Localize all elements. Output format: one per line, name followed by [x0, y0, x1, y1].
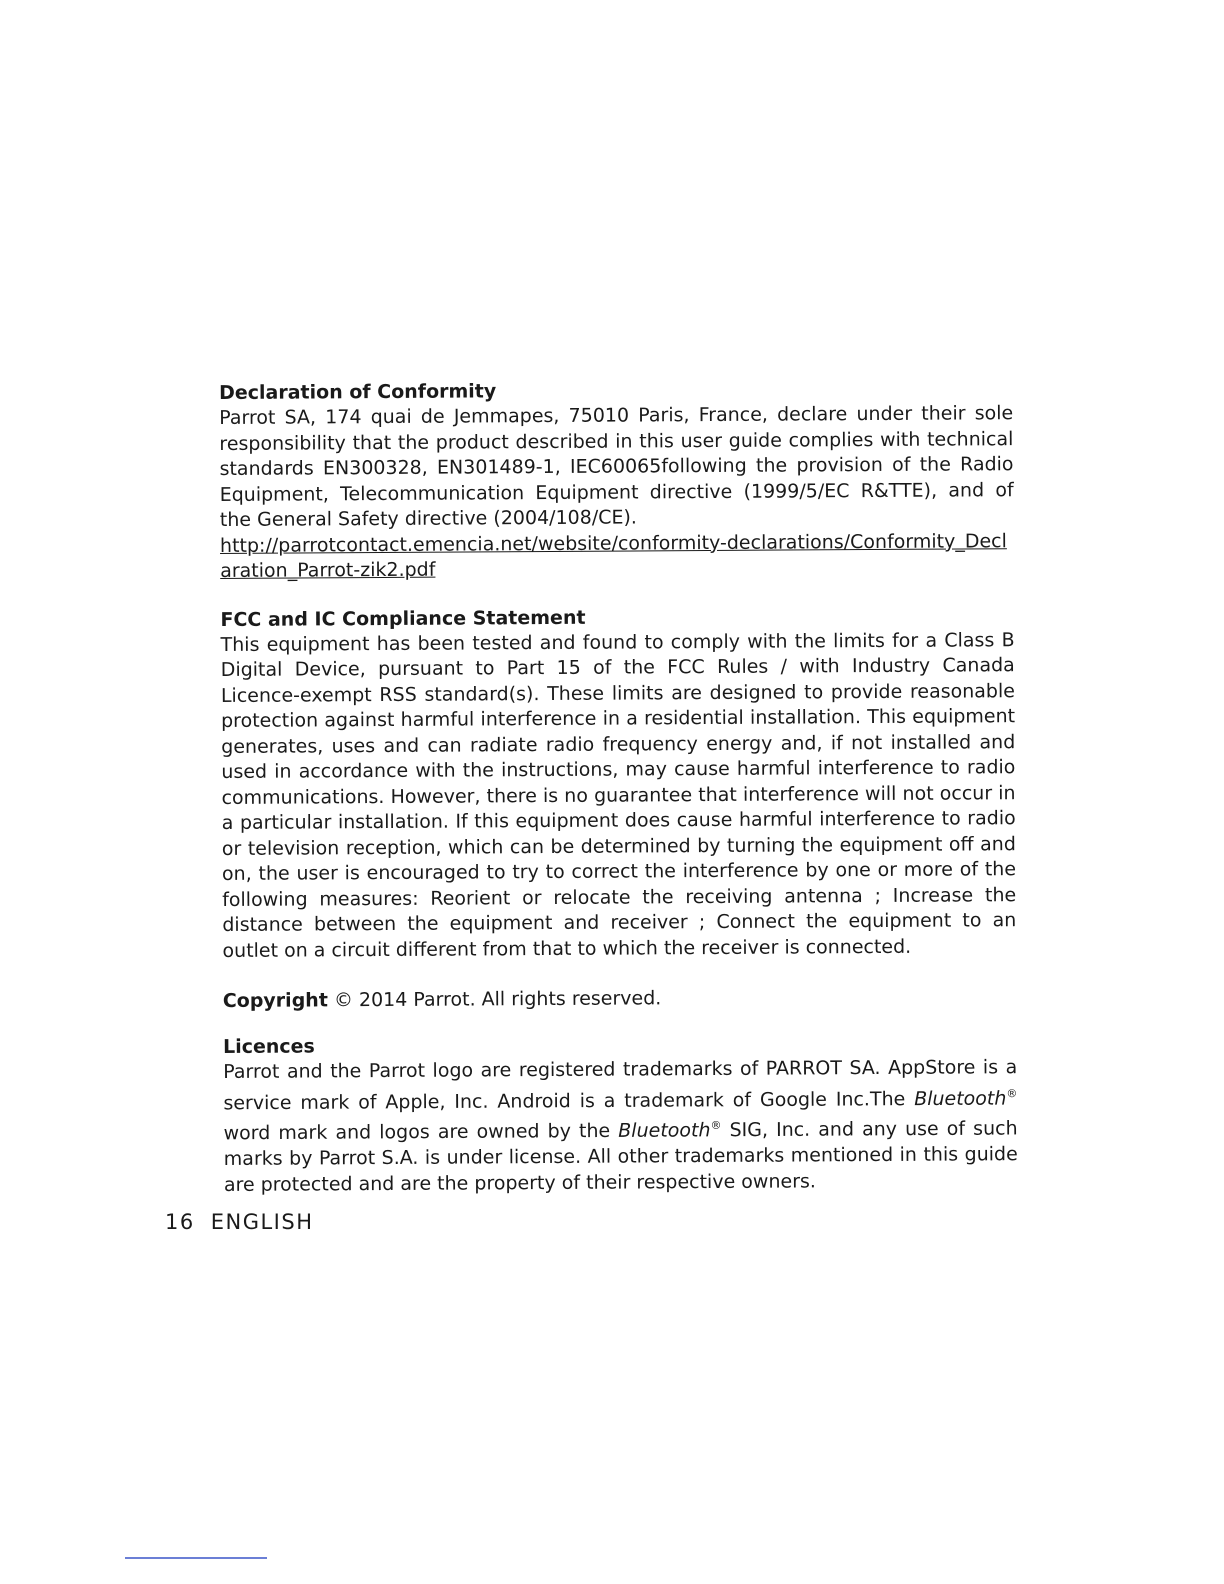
registered-mark-1: ®: [1006, 1086, 1018, 1100]
copyright-text: © 2014 Parrot. All rights reserved.: [333, 987, 662, 1012]
declaration-body: Parrot SA, 174 quai de Jemmapes, 75010 Paris, France, declare under their sole responsibility that the product described in this user guide complies with technical standards EN300328, EN301489-1, IEC60065following the provision of the Radio Equipment, Telecommunication Equipment directive (1999/5/EC R&TTE), and of the General Safety directive (2004/108/CE).: [219, 402, 1014, 531]
licences-text-2: word mark and logos are owned by the: [223, 1120, 619, 1145]
page-footer: [165, 1210, 314, 1234]
declaration-section: [219, 375, 1014, 584]
declaration-heading: Declaration of Conformity: [219, 380, 497, 404]
page-number: 16: [165, 1210, 195, 1234]
conformity-declaration-link[interactable]: http://parrotcontact.emencia.net/website/conformity-declarations/Conformity_Declaration_Parrot-zik2.pdf: [219, 529, 1007, 582]
fcc-body: This equipment has been tested and found to comply with the limits for a Class B Digital Device, pursuant to Part 15 of the FCC Rules / with Industry Canada Licence-exempt RSS standard(s). These limits are designed to provide reasonable protection against harmful interference in a residential installation. This equipment generates, uses and can radiate radio frequency energy and, if not installed and used in accordance with the instructions, may cause harmful interference to radio communications. However, there is no guarantee that interference will not occur in a particular installation. If this equipment does cause harmful interference to radio or television reception, which can be determined by turning the equipment off and on, the user is encouraged to try to correct the interference by one or more of the following measures: Reorient or relocate the receiving antenna ; Increase the distance between the equipment and receiver ; Connect the equipment to an outlet on a circuit different from that to which the receiver is connected.: [220, 628, 1017, 962]
copyright-line: [223, 983, 1017, 1014]
footer-language: ENGLISH: [210, 1210, 314, 1234]
fcc-heading: FCC and IC Compliance Statement: [220, 606, 586, 631]
copyright-label: Copyright: [222, 989, 328, 1012]
licences-body: [223, 1055, 1018, 1198]
bluetooth-word-1: Bluetooth: [914, 1087, 1007, 1110]
scan-artifact-line: [125, 1557, 267, 1559]
document-content: [219, 375, 1018, 1222]
licences-text-3: SIG, Inc. and any use of such marks by Parrot S.A. is under license. All other trademarks mentioned in this guide are protected and are the property of their respective owners.: [223, 1117, 1018, 1196]
fcc-section: [220, 602, 1016, 964]
licences-heading: Licences: [223, 1035, 315, 1058]
bluetooth-word-2: Bluetooth: [618, 1119, 711, 1143]
licences-section: [223, 1029, 1018, 1198]
licences-text-1: Parrot and the Parrot logo are registered trademarks of PARROT SA. AppStore is a service mark of Apple, Inc. Android is a trademark of Google Inc.The: [223, 1056, 1018, 1114]
registered-mark-2: ®: [710, 1119, 722, 1133]
copyright-section: [223, 983, 1017, 1014]
